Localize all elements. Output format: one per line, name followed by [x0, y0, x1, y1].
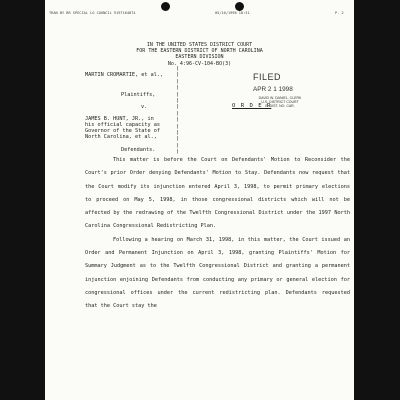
court-name: IN THE UNITED STATES DISTRICT COURT	[146, 42, 253, 48]
caption-defendant-line: his official capacity as	[85, 122, 160, 128]
filed-stamp-date: APR 2 1 1998	[253, 86, 293, 93]
filed-stamp-clerk: DAVID W. DANIEL, CLERK	[258, 96, 302, 100]
punch-hole	[161, 2, 170, 11]
fax-header-timestamp: 05/16/1998 18:31	[215, 11, 250, 15]
caption-plaintiff: MARTIN CROMARTIE, et al.,	[85, 72, 164, 78]
filed-stamp-district: E. DIST. NO. CAR.	[265, 104, 295, 108]
punch-hole	[235, 2, 244, 11]
caption-versus: v.	[141, 104, 148, 110]
court-division: EASTERN DIVISION	[175, 54, 224, 60]
document-title: O R D E R	[232, 103, 272, 109]
body-paragraph: Following a hearing on March 31, 1998, in this matter, the Court issued an Order and Permanent Injunction on April 3, 1998, granting Plaintiffs' Motion for Summary Judgment as to the Twelfth Congressional District and granting a permanent injunction enjoining Defendants from conducting any primary or general election for congressional offices under the current redistricting plan. Defendants requested that the Court stay the	[85, 236, 350, 310]
caption-defendant-line: North Carolina, et al.,	[85, 134, 157, 140]
caption-defendant-line: Governor of the State of	[85, 128, 160, 134]
document-page	[45, 0, 354, 400]
caption-defendant-line: JAMES B. HUNT, JR., in	[85, 116, 154, 122]
court-district: FOR THE EASTERN DISTRICT OF NORTH CAROLINA	[136, 48, 263, 54]
filed-stamp-label: FILED	[253, 72, 282, 82]
body-paragraph: This matter is before the Court on Defendants' Motion to Reconsider the Court's prior Order denying Defendants' Motion to Stay. Defendants now request that the Court modify its injunction entered April 3, 1998, to permit primary elections to proceed on May 5, 1998, in those congressional districts which will not be affected by the redrawing of the Twelfth Congressional District under the 1997 North Carolina Congressional Redistricting Plan.	[85, 157, 350, 230]
caption-defendant-role: Defendants.	[121, 147, 156, 153]
order-body	[85, 154, 350, 314]
caption-brace: ) ) ) ) ) ) ) ) ) ) ) ) ) )	[176, 66, 180, 156]
case-number: No. 4:96-CV-104-BO(3)	[167, 61, 232, 67]
fax-header-page: P. 2	[335, 11, 344, 15]
fax-header	[45, 11, 354, 17]
fax-header-sender: TRAN BY BR SPECIAL LG COUNCIL 9197164874	[49, 11, 136, 15]
caption-plaintiff-role: Plaintiffs,	[121, 92, 156, 98]
filed-stamp-court: U.S. DISTRICT COURT	[261, 100, 299, 104]
